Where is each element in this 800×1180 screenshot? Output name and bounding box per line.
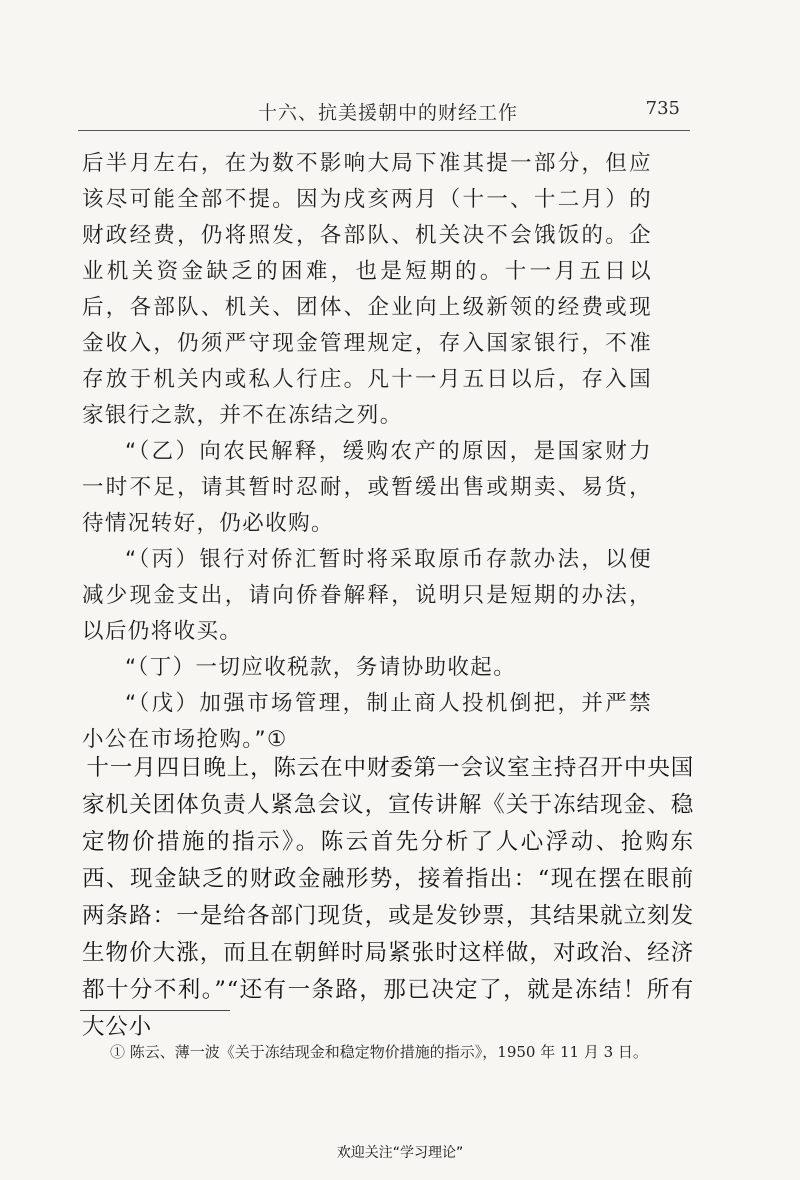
body-text — [82, 750, 694, 1046]
running-header — [78, 96, 690, 126]
quote-paragraph: “（戊）加强市场管理，制止商人投机倒把，并严禁小公在市场抢购。”① — [82, 691, 652, 752]
quote-paragraph: “（乙）向农民解释，缓购农产的原因，是国家财力一时不足，请其暂时忍耐，或暂缓出售或期卖、易货，待情况转好，仍必收购。 — [82, 439, 652, 536]
body-paragraph: 十一月四日晚上，陈云在中财委第一会议室主持召开中央国家机关团体负责人紧急会议，宣传讲解《关于冻结现金、稳定物价措施的指示》。陈云首先分析了人心浮动、抢购东西、现金缺乏的财政金融形势，接着指出：“现在摆在眼前两条路：一是给各部门现货，或是发钞票，其结果就立刻发生物价大涨，而且在朝鲜时局紧张时这样做，对政治、经济都十分不利。”“还有一条路，那已决定了，就是冻结！所有大公小 — [82, 755, 694, 1040]
footnote-text: ① 陈云、薄一波《关于冻结现金和稳定物价措施的指示》，1950 年 11 月 3 日。 — [110, 1043, 648, 1061]
quote-paragraph: 后半月左右，在为数不影响大局下准其提一部分，但应该尽可能全部不提。因为戌亥两月（十一、十二月）的财政经费，仍将照发，各部队、机关决不会饿饭的。企业机关资金缺乏的困难，也是短期的。十一月五日以后，各部队、机关、团体、企业向上级新领的经费或现金收入，仍须严守现金管理规定，存入国家银行，不准存放于机关内或私人行庄。凡十一月五日以后，存入国家银行之款，并不在冻结之列。 — [82, 151, 652, 428]
quoted-directive — [82, 146, 652, 758]
footnote — [80, 1038, 692, 1066]
footnote-rule — [80, 1010, 230, 1011]
page-number: 735 — [645, 98, 680, 119]
quote-paragraph: “（丁）一切应收税款，务请协助收起。 — [125, 655, 517, 680]
quote-paragraph: “（丙）银行对侨汇暂时将采取原币存款办法，以便减少现金支出，请向侨眷解释，说明只是短期的办法，以后仍将收买。 — [82, 547, 652, 644]
chapter-title: 十六、抗美援朝中的财经工作 — [258, 102, 519, 124]
watermark-caption: 欢迎关注“学习理论” — [336, 1145, 464, 1161]
header-rule — [78, 130, 690, 131]
